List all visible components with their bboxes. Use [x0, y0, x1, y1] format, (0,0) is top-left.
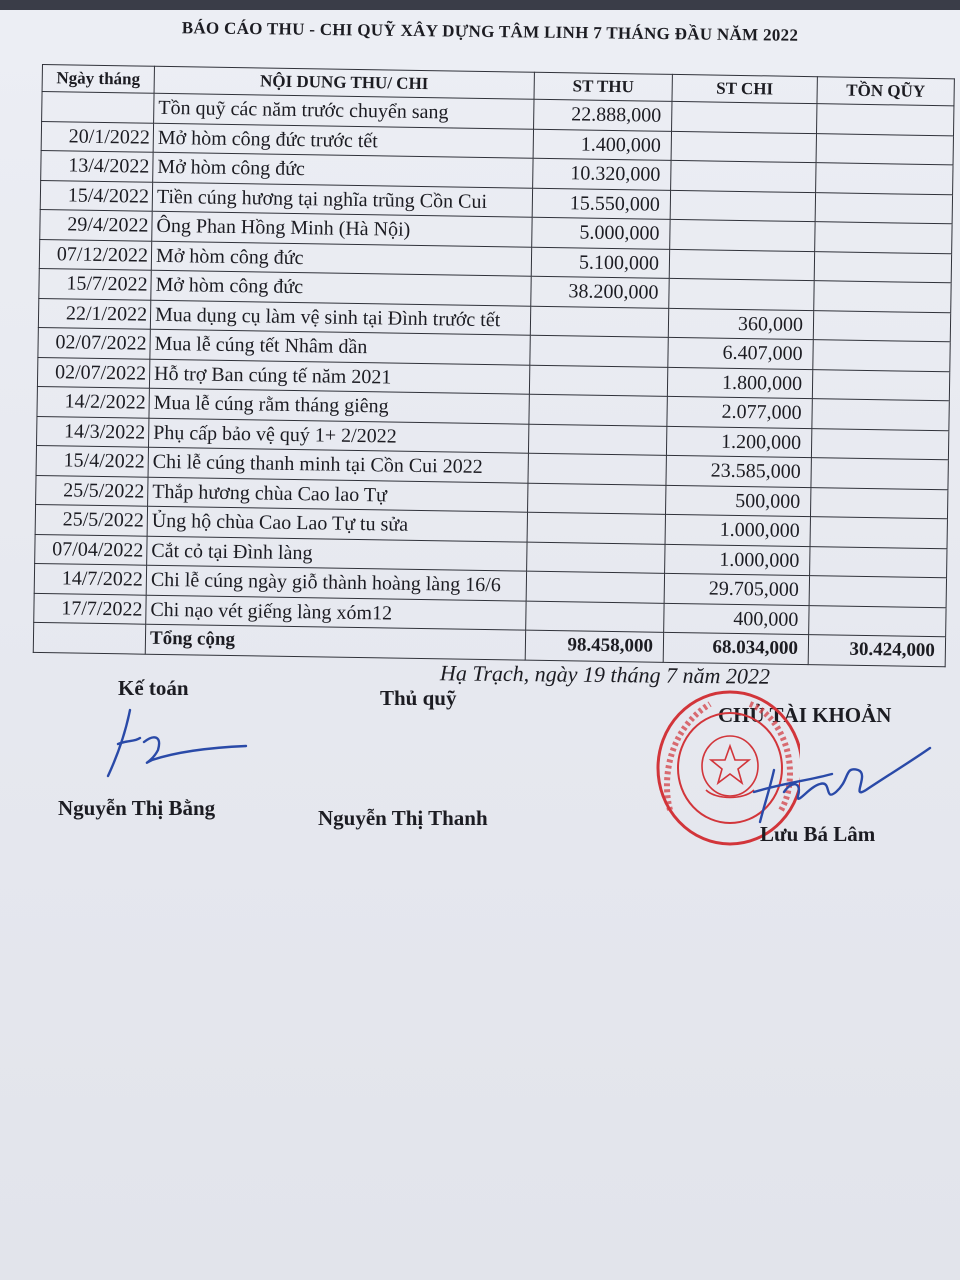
date-cell: 02/07/2022 [38, 327, 150, 358]
income-cell [527, 542, 665, 574]
header-income: ST THU [534, 72, 672, 101]
content-cell: Mở hòm công đức [153, 152, 533, 187]
income-cell [528, 424, 666, 456]
cashier-role: Thủ quỹ [380, 686, 457, 710]
date-cell: 14/3/2022 [37, 416, 149, 447]
content-cell: Chi lễ cúng thanh minh tại Cồn Cui 2022 [148, 447, 528, 482]
expense-cell: 2.077,000 [667, 396, 812, 428]
total-income: 98.458,000 [525, 630, 663, 662]
date-cell [42, 92, 154, 123]
header-balance: TỒN QŨY [817, 77, 954, 106]
balance-cell [811, 428, 948, 460]
date-cell: 15/4/2022 [36, 445, 148, 476]
cashier-name: Nguyễn Thị Thanh [318, 806, 488, 830]
balance-cell [812, 399, 949, 431]
expense-cell: 360,000 [668, 308, 813, 340]
income-cell: 10.320,000 [533, 158, 671, 190]
place-date: Hạ Trạch, ngày 19 tháng 7 năm 2022 [439, 660, 771, 689]
total-date-cell [33, 622, 145, 653]
accountant-signature [100, 700, 250, 780]
income-cell: 22.888,000 [534, 99, 672, 131]
expense-cell: 400,000 [664, 603, 809, 635]
balance-cell [809, 576, 946, 608]
date-cell: 02/07/2022 [37, 357, 149, 388]
expense-cell: 23.585,000 [666, 455, 811, 487]
date-cell: 14/7/2022 [34, 563, 146, 594]
date-cell: 22/1/2022 [38, 298, 150, 329]
date-cell: 15/7/2022 [39, 268, 151, 299]
total-expense: 68.034,000 [663, 632, 808, 664]
account-owner-role: CHỦ TÀI KHOẢN [718, 703, 892, 727]
account-owner-name: Lưu Bá Lâm [760, 822, 876, 846]
date-cell: 15/4/2022 [40, 180, 152, 211]
total-label: Tổng cộng [145, 624, 525, 659]
expense-cell [669, 278, 814, 310]
expense-cell: 29.705,000 [664, 573, 809, 605]
date-cell: 17/7/2022 [34, 593, 146, 624]
accountant-role: Kế toán [118, 676, 189, 700]
expense-cell: 1.000,000 [665, 544, 810, 576]
date-cell: 07/12/2022 [39, 239, 151, 270]
content-cell: Mua lễ cúng rằm tháng giêng [149, 388, 529, 423]
income-cell: 1.400,000 [533, 129, 671, 161]
income-cell [526, 601, 664, 633]
content-cell: Mua dụng cụ làm vệ sinh tại Đình trước tết [150, 300, 530, 335]
income-cell [528, 483, 666, 515]
expense-cell: 1.800,000 [667, 367, 812, 399]
balance-cell [813, 340, 950, 372]
expense-cell: 1.200,000 [666, 426, 811, 458]
balance-cell [812, 369, 949, 401]
content-cell: Ông Phan Hồng Minh (Hà Nội) [152, 211, 532, 246]
balance-cell [816, 163, 953, 195]
date-cell: 07/04/2022 [35, 534, 147, 565]
balance-cell [811, 458, 948, 490]
header-content: NỘI DUNG THU/ CHI [154, 66, 534, 99]
balance-cell [815, 192, 952, 224]
date-cell: 13/4/2022 [41, 150, 153, 181]
report-table [33, 64, 955, 667]
content-cell: Tồn quỹ các năm trước chuyển sang [154, 93, 534, 128]
content-cell: Mua lễ cúng tết Nhâm dần [150, 329, 530, 364]
expense-cell: 6.407,000 [668, 337, 813, 369]
report-title: BÁO CÁO THU - CHI QUỸ XÂY DỰNG TÂM LINH 7 THÁNG ĐẦU NĂM 2022 [181, 18, 799, 45]
date-cell: 29/4/2022 [40, 209, 152, 240]
balance-cell [813, 310, 950, 342]
income-cell [527, 512, 665, 544]
balance-cell [809, 605, 946, 637]
account-owner-signature [740, 740, 940, 830]
balance-cell [814, 281, 951, 313]
header-date: Ngày tháng [42, 65, 154, 94]
content-cell: Cắt cỏ tại Đình làng [147, 536, 527, 571]
balance-cell [814, 251, 951, 283]
date-cell: 14/2/2022 [37, 386, 149, 417]
income-cell: 5.100,000 [531, 247, 669, 279]
date-cell: 25/5/2022 [36, 475, 148, 506]
content-cell: Phụ cấp bảo vệ quý 1+ 2/2022 [148, 418, 528, 453]
report-table-wrapper [33, 64, 955, 667]
expense-cell [669, 249, 814, 281]
content-cell: Chi nạo vét giếng làng xóm12 [146, 595, 526, 630]
income-cell: 38.200,000 [531, 276, 669, 308]
content-cell: Mở hòm công đức [151, 241, 531, 276]
balance-cell [816, 133, 953, 165]
table-body [34, 92, 954, 637]
income-cell [526, 571, 664, 603]
content-cell: Chi lễ cúng ngày giỗ thành hoàng làng 16/6 [146, 565, 526, 600]
expense-cell [671, 160, 816, 192]
expense-cell [670, 190, 815, 222]
income-cell [529, 394, 667, 426]
content-cell: Mở hòm công đức [151, 270, 531, 305]
balance-cell [815, 222, 952, 254]
expense-cell: 500,000 [666, 485, 811, 517]
income-cell [529, 365, 667, 397]
total-balance: 30.424,000 [808, 635, 945, 667]
balance-cell [817, 104, 954, 136]
balance-cell [810, 487, 947, 519]
date-cell: 25/5/2022 [35, 504, 147, 535]
content-cell: Ủng hộ chùa Cao Lao Tự tu sửa [147, 506, 527, 541]
balance-cell [810, 546, 947, 578]
expense-cell: 1.000,000 [665, 514, 810, 546]
income-cell [530, 335, 668, 367]
income-cell [530, 306, 668, 338]
content-cell: Thắp hương chùa Cao lao Tự [148, 477, 528, 512]
balance-cell [810, 517, 947, 549]
income-cell: 15.550,000 [532, 188, 670, 220]
date-cell: 20/1/2022 [41, 121, 153, 152]
expense-cell [672, 101, 817, 133]
content-cell: Tiền cúng hương tại nghĩa trũng Cồn Cui [152, 182, 532, 217]
income-cell: 5.000,000 [532, 217, 670, 249]
content-cell: Mở hòm công đức trước tết [153, 123, 533, 158]
content-cell: Hỗ trợ Ban cúng tế năm 2021 [149, 359, 529, 394]
expense-cell [671, 131, 816, 163]
income-cell [528, 453, 666, 485]
header-expense: ST CHI [672, 74, 817, 103]
expense-cell [670, 219, 815, 251]
accountant-name: Nguyễn Thị Bằng [58, 796, 216, 820]
